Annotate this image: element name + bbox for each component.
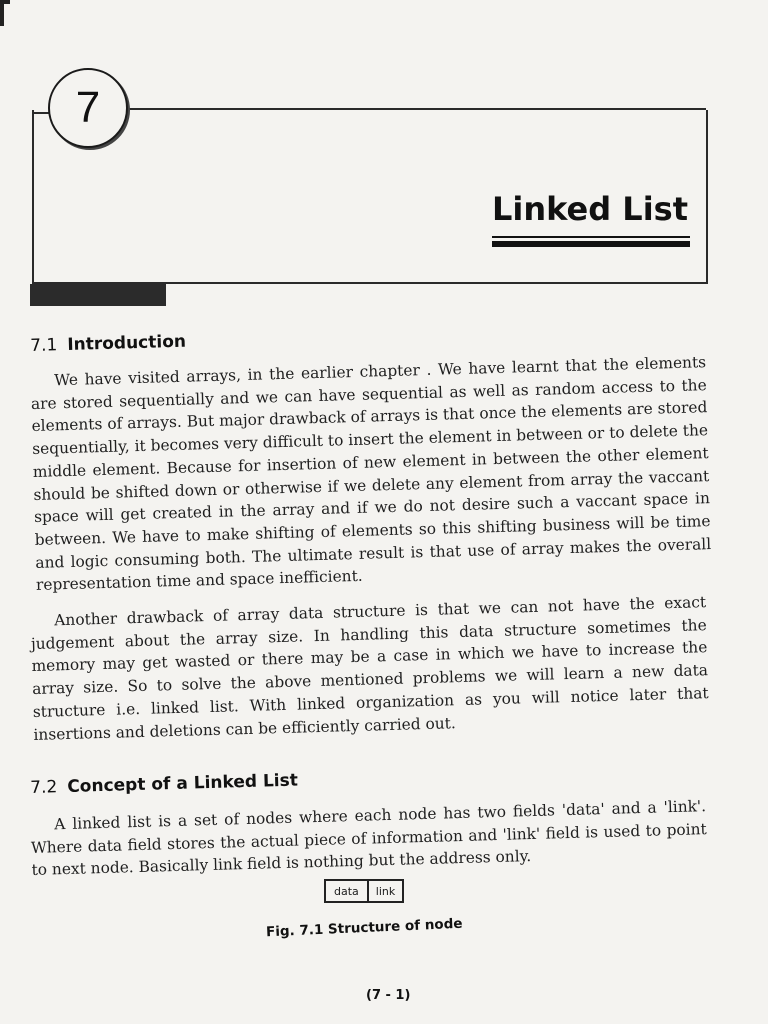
section-title: Concept of a Linked List (67, 770, 299, 797)
node-structure-diagram (324, 879, 404, 903)
intro-paragraph-2: Another drawback of array data structure is that we can not have the exact judgement about the array size. In handling this data structure sometimes the memory may get wasted or there may be a case in which we have to increase the array size. So to solve the above mentioned problems we will learn a new data structure i.e. linked list. With linked organization as you will notice later that insertions and deletions can be efficiently carried out. (30, 593, 709, 744)
chapter-number-badge (48, 68, 128, 148)
page-number: (7 - 1) (366, 988, 411, 1003)
section-number: 7.1 (30, 335, 58, 356)
figure-caption: Fig. 7.1 Structure of node (265, 915, 463, 941)
title-rule-thick (492, 241, 690, 247)
chapter-title: Linked List (491, 190, 688, 228)
node-link-field: link (375, 884, 396, 898)
intro-paragraph-1: We have visited arrays, in the earlier chapter . We have learnt that the elements are stored sequentially and we can have sequential as well as random access to the elements of arrays. But major drawback of arrays is that once the elements are stored sequentially, it becomes very difficult to insert the element in between or to delete the middle element. Because for insertion of new element in between the other element should be shifted down or otherwise if we delete any element from array the vaccant space will get created in the array and if we do not desire such a vaccant space in between. We have to make shifting of elements so this shifting business will be time and logic consuming both. The ultimate result is that use of array makes the overall representation time and space inefficient. (30, 353, 712, 595)
section-heading-concept (30, 771, 298, 798)
node-data-field: data (326, 881, 369, 901)
title-rule-thin (492, 236, 690, 238)
concept-paragraph: A linked list is a set of nodes where each node has two fields 'data' and a 'link'. Where data field stores the actual piece of information and 'link' field is used to point to next node. Basically link field is nothing but the address only. (30, 797, 707, 880)
header-dark-tab (30, 284, 166, 306)
chapter-number: 7 (75, 83, 101, 132)
section-heading-introduction (30, 332, 186, 356)
section-title: Introduction (67, 331, 187, 355)
section-number: 7.2 (30, 777, 58, 798)
corner-crop-mark (0, 0, 10, 26)
